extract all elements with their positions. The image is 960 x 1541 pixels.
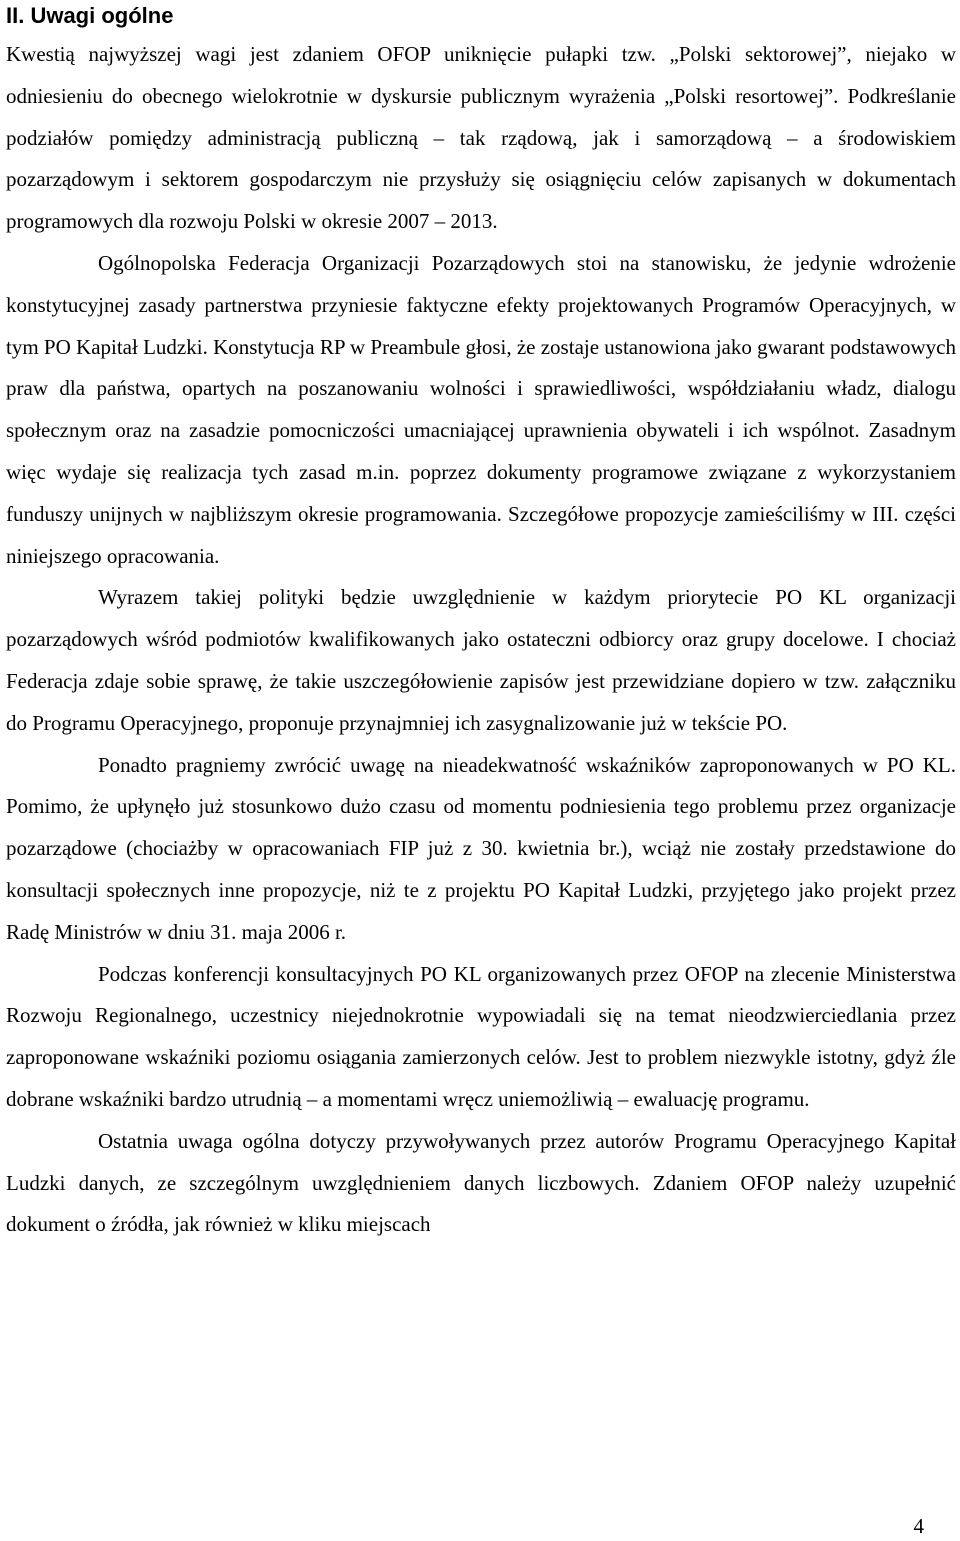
paragraph-4: Ponadto pragniemy zwrócić uwagę na nieadekwatność wskaźników zaproponowanych w PO KL. Pomimo, że upłynęło już stosunkowo dużo czasu od momentu podniesienia tego problemu przez organizacje pozarządowe (chociażby w opracowaniach FIP już z 30. kwietnia br.), wciąż nie zostały przedstawione do konsultacji społecznych inne propozycje, niż te z projektu PO Kapitał Ludzki, przyjętego jako projekt przez Radę Ministrów w dniu 31. maja 2006 r. [6, 752, 956, 944]
paragraph-2: Ogólnopolska Federacja Organizacji Pozarządowych stoi na stanowisku, że jedynie wdrożenie konstytucyjnej zasady partnerstwa przyniesie faktyczne efekty projektowanych Programów Operacyjnych, w tym PO Kapitał Ludzki. Konstytucja RP w Preambule głosi, że zostaje ustanowiona jako gwarant podstawowych praw dla państwa, opartych na poszanowaniu wolności i sprawiedliwości, współdziałaniu władz, dialogu społecznym oraz na zasadzie pomocniczości umacniającej uprawnienia obywateli i ich wspólnot. Zasadnym więc wydaje się realizacja tych zasad m.in. poprzez dokumenty programowe związane z wykorzystaniem funduszy unijnych w najbliższym okresie programowania. Szczegółowe propozycje zamieściliśmy w III. części niniejszego opracowania. [6, 250, 956, 568]
paragraph-6: Ostatnia uwaga ogólna dotyczy przywoływanych przez autorów Programu Operacyjnego Kapitał Ludzki danych, ze szczególnym uwzględnieniem danych liczbowych. Zdaniem OFOP należy uzupełnić dokument o źródła, jak również w kliku miejscach [6, 1128, 956, 1237]
page-number: 4 [913, 1514, 924, 1538]
section-heading: II. Uwagi ogólne [6, 3, 174, 28]
paragraph-3: Wyrazem takiej polityki będzie uwzględnienie w każdym priorytecie PO KL organizacji pozarządowych wśród podmiotów kwalifikowanych jako ostateczni odbiorcy oraz grupy docelowe. I chociaż Federacja zdaje sobie sprawę, że takie uszczegółowienie zapisów jest przewidziane dopiero w tzw. załączniku do Programu Operacyjnego, proponuje przynajmniej ich zasygnalizowanie już w tekście PO. [6, 585, 956, 735]
document-page [6, 0, 956, 1246]
paragraph-1: Kwestią najwyższej wagi jest zdaniem OFOP uniknięcie pułapki tzw. „Polski sektorowej”, niejako w odniesieniu do obecnego wielokrotnie w dyskursie publicznym wyrażenia „Polski resortowej”. Podkreślanie podziałów pomiędzy administracją publiczną – tak rządową, jak i samorządową – a środowiskiem pozarządowym i sektorem gospodarczym nie przysłuży się osiągnięciu celów zapisanych w dokumentach programowych dla rozwoju Polski w okresie 2007 – 2013. [6, 42, 956, 234]
paragraph-5: Podczas konferencji konsultacyjnych PO KL organizowanych przez OFOP na zlecenie Ministerstwa Rozwoju Regionalnego, uczestnicy niejednokrotnie wypowiadali się na temat nieodzwierciedlania przez zaproponowane wskaźniki poziomu osiągania zamierzonych celów. Jest to problem niezwykle istotny, gdyż źle dobrane wskaźniki bardzo utrudnią – a momentami wręcz uniemożliwią – ewaluację programu. [6, 961, 956, 1111]
